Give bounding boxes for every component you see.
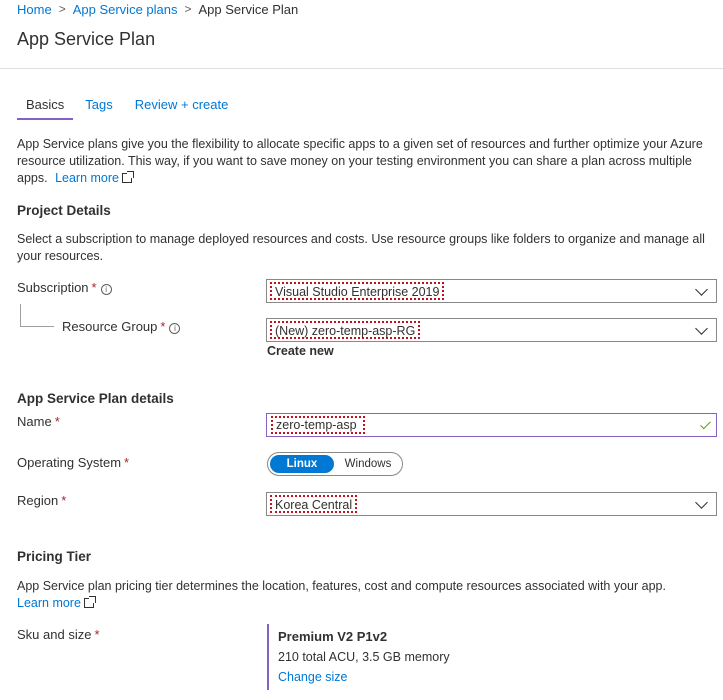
breadcrumb: [17, 1, 298, 17]
required-marker: *: [94, 627, 100, 642]
plan-details-heading: App Service Plan details: [17, 391, 174, 406]
learn-more-label: Learn more: [17, 596, 81, 610]
info-icon[interactable]: i: [169, 323, 180, 334]
chevron-down-icon: [695, 496, 708, 509]
required-marker: *: [124, 455, 130, 470]
region-label: [17, 493, 66, 508]
intro-paragraph: [17, 136, 717, 187]
checkmark-icon: [700, 419, 711, 430]
resource-group-label: [62, 319, 180, 334]
project-details-description: Select a subscription to manage deployed resources and costs. Use resource groups like folders to organize and manage all your resources.: [17, 232, 705, 263]
sku-detail: 210 total ACU, 3.5 GB memory: [278, 650, 450, 664]
intro-text: App Service plans give you the flexibility to allocate specific apps to a given set of resources and further optimize your Azure resource utilization. This way, if you want to save money on your testing environment you can share a plan across multiple apps.: [17, 137, 703, 185]
pricing-learn-more-link[interactable]: [17, 596, 94, 610]
operating-system-label-text: Operating System: [17, 455, 122, 470]
region-dropdown[interactable]: [266, 492, 717, 516]
external-link-icon: [84, 598, 94, 608]
region-label-text: Region: [17, 493, 59, 508]
required-marker: *: [91, 280, 97, 295]
sku-card: [267, 624, 567, 690]
breadcrumb-separator: >: [58, 2, 66, 16]
page-title: App Service Plan: [17, 29, 156, 49]
create-new-link[interactable]: Create new: [267, 344, 334, 358]
resource-group-value: (New) zero-temp-asp-RG: [270, 321, 420, 339]
resource-group-label-text: Resource Group: [62, 319, 158, 334]
header-divider: [0, 68, 723, 69]
subscription-label-text: Subscription: [17, 280, 89, 295]
learn-more-label: Learn more: [55, 171, 120, 185]
tab-bar: [17, 97, 250, 119]
external-link-icon: [122, 173, 132, 183]
required-marker: *: [160, 319, 166, 334]
sku-name: Premium V2 P1v2: [278, 629, 388, 644]
required-marker: *: [54, 414, 60, 429]
tab-basics[interactable]: Basics: [17, 97, 73, 119]
name-label-text: Name: [17, 414, 52, 429]
chevron-down-icon: [695, 322, 708, 335]
breadcrumb-separator: >: [184, 2, 192, 16]
project-details-heading: Project Details: [17, 203, 111, 218]
learn-more-link[interactable]: [55, 171, 132, 185]
operating-system-label: [17, 455, 129, 470]
sku-size-label: [17, 627, 100, 642]
name-label: [17, 414, 60, 429]
operating-system-toggle: [267, 452, 403, 476]
chevron-down-icon: [695, 283, 708, 296]
required-marker: *: [61, 493, 67, 508]
sku-size-label-text: Sku and size: [17, 627, 92, 642]
change-size-link[interactable]: Change size: [278, 670, 348, 684]
tree-connector-horizontal: [20, 326, 54, 327]
tree-connector-vertical: [20, 304, 21, 326]
resource-group-dropdown[interactable]: [266, 318, 717, 342]
pricing-tier-description: App Service plan pricing tier determines the location, features, cost and compute resources associated with your app.: [17, 579, 666, 593]
os-option-windows[interactable]: Windows: [344, 458, 392, 470]
subscription-label: [17, 280, 112, 295]
region-value: Korea Central: [270, 495, 357, 513]
breadcrumb-app-service-plans[interactable]: App Service plans: [72, 1, 178, 17]
tab-tags[interactable]: Tags: [85, 97, 113, 112]
name-input[interactable]: [271, 416, 365, 434]
breadcrumb-current: App Service Plan: [198, 1, 299, 17]
pricing-tier-paragraph: [17, 578, 717, 612]
os-option-linux[interactable]: Linux: [270, 455, 334, 473]
info-icon[interactable]: i: [101, 284, 112, 295]
subscription-dropdown[interactable]: [266, 279, 717, 303]
subscription-value: Visual Studio Enterprise 2019: [270, 282, 444, 300]
pricing-tier-heading: Pricing Tier: [17, 549, 92, 564]
breadcrumb-home[interactable]: Home: [17, 1, 52, 17]
name-field: [266, 413, 717, 437]
tab-review-create[interactable]: Review + create: [134, 97, 229, 112]
